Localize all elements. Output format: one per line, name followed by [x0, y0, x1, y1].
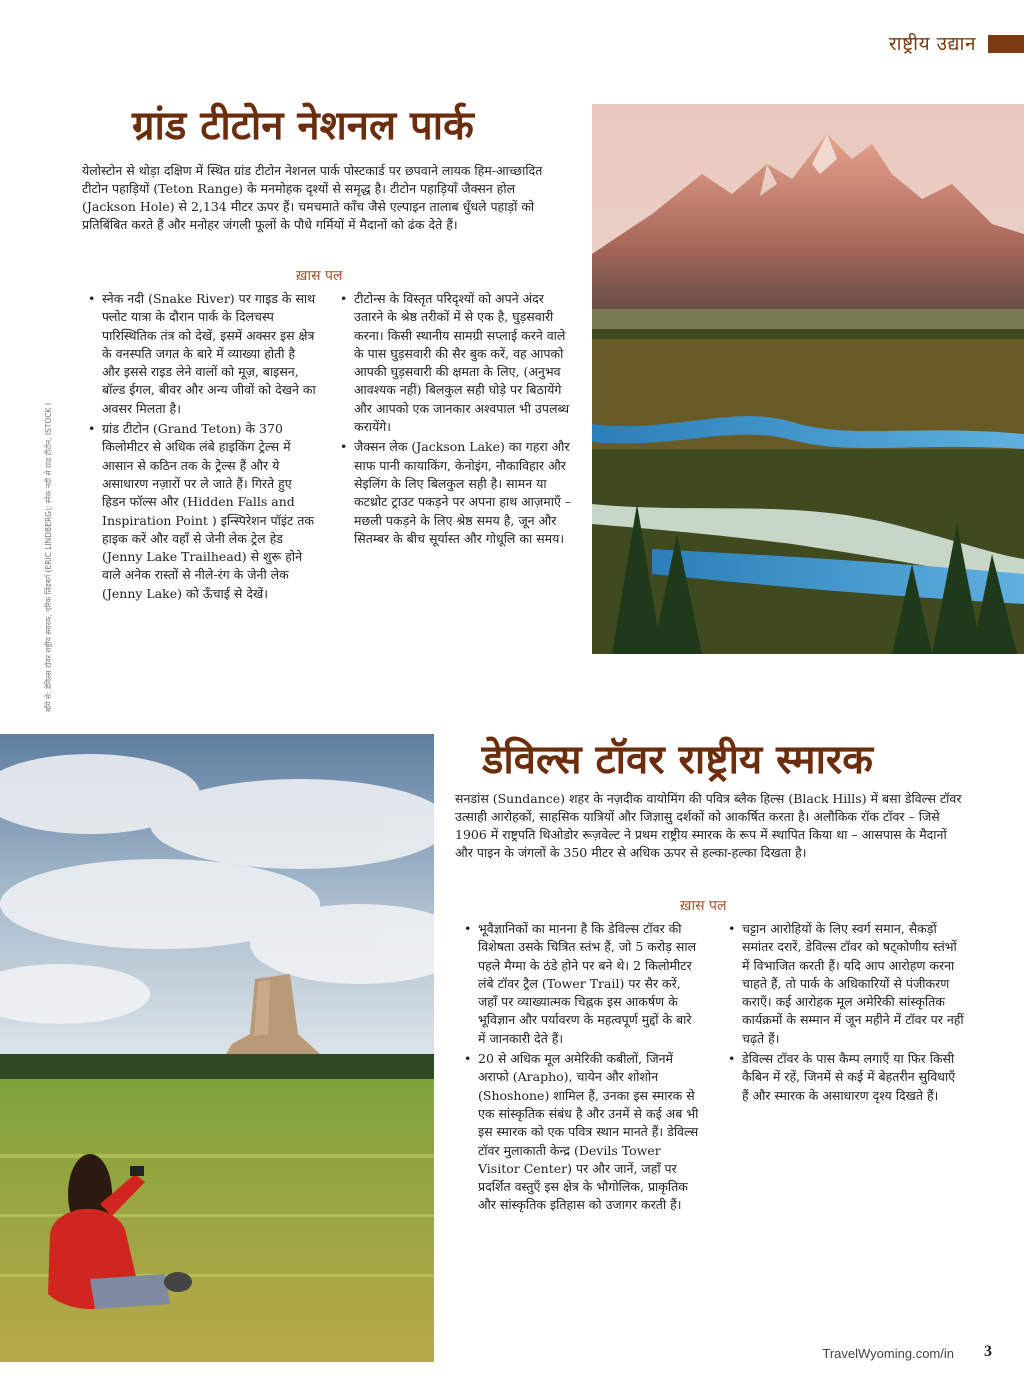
list-item: • स्नेक नदी (Snake River) पर गाइड के साथ फ्लोट यात्रा के दौरान पार्क के दिलचस्प पारिस्थितिक तंत्र को देखें, इसमें अक्सर इस क्षेत्र के वनस्पति जगत के बारे में व्याख्या होती है और इससे राइड लेने वालों को मूज़, बाइसन, बॉल्ड ईगल, बीवर और अन्य जीवों को देखने का अवसर मिलता है।: [88, 291, 316, 416]
list-item-text: टीटोन्स के विस्तृत परिदृश्यों को अपने अंदर उतारने के श्रेष्ठ तरीकों में से एक है, घुड़सवारी करना। किसी स्थानीय सामग्री सप्लाई करने वाले के पास घुड़सवारी की सैर बुक करें, वह आपको आपकी घुड़सवारी की क्षमता के लिए, (अनुभव आवश्यक नहीं) बिलकुल सही घोड़े पर बिठायेंगे और आपको एक जानकार अश्वपाल भी उपलब्ध करायेंगे।: [354, 291, 570, 435]
list-item-text: डेविल्स टॉवर के पास कैम्प लगाएँ या फिर किसी कैबिन में रहें, जिनमें से कई में बेहतरीन सुविधाएँ हैं और स्मारक के असाधारण दृश्य दिखते हैं।: [742, 1051, 956, 1103]
list-item: • चट्टान आरोहियों के लिए स्वर्ग समान, सैकड़ों समांतर दरारें, डेविल्स टॉवर को षट्कोणीय स्तंभों में विभाजित करती हैं। यदि आप आरोहण करना चाहते हैं, तो पार्क के अधिकारियों से पंजीकरण कराएँ। कई आरोहक मूल अमेरिकी सांस्कृतिक कार्यक्रमों के सम्मान में जून महीने में टॉवर पर नहीं चढ़ते हैं।: [728, 921, 964, 1046]
list-item-text: स्नेक नदी (Snake River) पर गाइड के साथ फ्लोट यात्रा के दौरान पार्क के दिलचस्प पारिस्थितिक तंत्र को देखें, इसमें अक्सर इस क्षेत्र के वनस्पति जगत के बारे में व्याख्या होती है और इससे राइड लेने वालों को मूज़, बाइसन, बॉल्ड ईगल, बीवर और अन्य जीवों को देखने का अवसर मिलता है।: [102, 291, 316, 416]
teton-title: ग्रांड टीटोन नेशनल पार्क: [132, 102, 474, 149]
list-item-text: चट्टान आरोहियों के लिए स्वर्ग समान, सैकड़ों समांतर दरारें, डेविल्स टॉवर को षट्कोणीय स्तंभों में विभाजित करती हैं। यदि आप आरोहण करना चाहते हैं, तो पार्क के अधिकारियों से पंजीकरण कराएँ। कई आरोहक मूल अमेरिकी सांस्कृतिक कार्यक्रमों के सम्मान में जून महीने में टॉवर पर नहीं चढ़ते हैं।: [742, 921, 964, 1046]
list-item-text: ग्रांड टीटोन (Grand Teton) के 370 किलोमीटर से अधिक लंबे हाइकिंग ट्रेल्स में आसान से कठिन तक के ट्रेल्स हैं और ये असाधारण नज़ारों पर ले जाते हैं। गिरते हुए हिडन फॉल्स और (Hidden Falls and Inspiration Point ) इन्स्पिरेशन पॉइंट तक हाइक करें और वहाँ से जेनी लेक ट्रेल हेड (Jenny Lake Trailhead) से शुरू होने वाले अनेक रास्तों से नीले-रंग के जेनी लेक (Jenny Lake) को ऊँचाई से देखें।: [102, 421, 314, 601]
list-item: • डेविल्स टॉवर के पास कैम्प लगाएँ या फिर किसी कैबिन में रहें, जिनमें से कई में बेहतरीन सुविधाएँ हैं और स्मारक के असाधारण दृश्य दिखते हैं।: [728, 1051, 956, 1103]
list-item: • ग्रांड टीटोन (Grand Teton) के 370 किलोमीटर से अधिक लंबे हाइकिंग ट्रेल्स में आसान से कठिन तक के ट्रेल्स हैं और ये असाधारण नज़ारों पर ले जाते हैं। गिरते हुए हिडन फॉल्स और (Hidden Falls and Inspiration Point ) इन्स्पिरेशन पॉइंट तक हाइक करें और वहाँ से जेनी लेक ट्रेल हेड (Jenny Lake Trailhead) से शुरू होने वाले अनेक रास्तों से नीले-रंग के जेनी लेक (Jenny Lake) को ऊँचाई से देखें।: [88, 421, 314, 601]
devils-tower-column-2: [728, 920, 964, 1107]
list-item-text: भूवैज्ञानिकों का मानना है कि डेविल्स टॉवर की विशेषता उसके चित्रित स्तंभ हैं, जो 5 करोड़ साल पहले मैग्मा के ठंडे होने पर बने थे। 2 किलोमीटर लंबे टॉवर ट्रैल (Tower Trail) पर सैर करें, जहाँ पर व्याख्यात्मक चिह्नक इस आकर्षण के भूविज्ञान और पर्यावरण के महत्वपूर्ण मुद्दों के बारे में जानकारी देते हैं।: [478, 921, 697, 1046]
list-item: • जैक्सन लेक (Jackson Lake) का गहरा और साफ पानी कायाकिंग, केनोइंग, नौकाविहार और सेइलिंग के लिए बिलकुल सही है। सामन या कटथ्रोट ट्राउट पकड़ने पर अपना हाथ आज़माएँ – मछली पकड़ने के लिए श्रेष्ठ समय है, जून और सितम्बर के बीच सूर्यास्त और गोधूलि का समय।: [340, 439, 572, 546]
footer-url: TravelWyoming.com/in: [822, 1346, 954, 1361]
teton-photo: [592, 104, 1024, 654]
photo-credit: बाँये से: डेविल्स टॉवर राष्ट्रीय स्मारक, एरिक लिंडबर्ग (ERIC LINDBERG); स्नेक नदी से ग्रांड टीटोन, ISTOCK I: [44, 402, 53, 712]
teton-column-1: [88, 290, 316, 605]
teton-column-2: [340, 290, 572, 550]
page-number: 3: [984, 1343, 992, 1360]
section-tag-bar: [988, 35, 1024, 53]
list-item: • टीटोन्स के विस्तृत परिदृश्यों को अपने अंदर उतारने के श्रेष्ठ तरीकों में से एक है, घुड़सवारी करना। किसी स्थानीय सामग्री सप्लाई करने वाले के पास घुड़सवारी की सैर बुक करें, वह आपको आपकी घुड़सवारी की क्षमता के लिए, (अनुभव आवश्यक नहीं) बिलकुल सही घोड़े पर बिठायेंगे और आपको एक जानकार अश्वपाल भी उपलब्ध करायेंगे।: [340, 291, 570, 435]
devils-tower-title: डेविल्स टॉवर राष्ट्रीय स्मारक: [482, 736, 874, 783]
list-item: • 20 से अधिक मूल अमेरिकी कबीलों, जिनमें अराफो (Arapho), चायेन और शोशोन (Shoshone) शामिल हैं, उनका इस स्मारक से एक सांस्कृतिक संबंध है और उनमें से कई अब भी इस स्मारक को एक पवित्र स्थान मानते हैं। डेविल्स टॉवर मुलाकाती केन्द्र (Devils Tower Visitor Center) पर और जानें, जहाँ पर प्रदर्शित वस्तुएँ इस क्षेत्र के भौगोलिक, प्राकृतिक और सांस्कृतिक इतिहास को उजागर करती हैं।: [464, 1051, 699, 1213]
list-item-text: जैक्सन लेक (Jackson Lake) का गहरा और साफ पानी कायाकिंग, केनोइंग, नौकाविहार और सेइलिंग के लिए बिलकुल सही है। सामन या कटथ्रोट ट्राउट पकड़ने पर अपना हाथ आज़माएँ – मछली पकड़ने के लिए श्रेष्ठ समय है, जून और सितम्बर के बीच सूर्यास्त और गोधूलि का समय।: [354, 439, 572, 546]
list-item-text: 20 से अधिक मूल अमेरिकी कबीलों, जिनमें अराफो (Arapho), चायेन और शोशोन (Shoshone) शामिल हैं, उनका इस स्मारक से एक सांस्कृतिक संबंध है और उनमें से कई अब भी इस स्मारक को एक पवित्र स्थान मानते हैं। डेविल्स टॉवर मुलाकाती केन्द्र (Devils Tower Visitor Center) पर और जानें, जहाँ पर प्रदर्शित वस्तुएँ इस क्षेत्र के भौगोलिक, प्राकृतिक और सांस्कृतिक इतिहास को उजागर करती हैं।: [478, 1051, 699, 1213]
list-item: • भूवैज्ञानिकों का मानना है कि डेविल्स टॉवर की विशेषता उसके चित्रित स्तंभ हैं, जो 5 करोड़ साल पहले मैग्मा के ठंडे होने पर बने थे। 2 किलोमीटर लंबे टॉवर ट्रैल (Tower Trail) पर सैर करें, जहाँ पर व्याख्यात्मक चिह्नक इस आकर्षण के भूविज्ञान और पर्यावरण के महत्वपूर्ण मुद्दों के बारे में जानकारी देते हैं।: [464, 921, 697, 1046]
teton-subhead: ख़ास पल: [296, 268, 343, 284]
devils-tower-photo: [0, 734, 434, 1362]
section-tag: राष्ट्रीय उद्यान: [888, 33, 976, 55]
devils-tower-intro: सनडांस (Sundance) शहर के नज़दीक वायोमिंग की पवित्र ब्लैक हिल्स (Black Hills) में बसा डेविल्स टॉवर उत्साही आरोहकों, साहसिक यात्रियों और जिज्ञासु दर्शकों को आकर्षित करता है। अलौकिक रॉक टॉवर – जिसे 1906 में राष्ट्रपति थिओडोर रूज़वेल्ट ने प्रथम राष्ट्रीय स्मारक के रूप में स्थापित किया था – आसपास के मैदानों और पाइन के जंगलों के 350 मीटर से अधिक ऊपर से हल्का-हल्का दिखता है।: [455, 791, 962, 860]
devils-tower-column-1: [464, 920, 700, 1217]
teton-intro: येलोस्टोन से थोड़ा दक्षिण में स्थित ग्रांड टीटोन नेशनल पार्क पोस्टकार्ड पर छपवाने लायक हिम-आच्छादित टीटोन पहाड़ियों (Teton Range) के मनमोहक दृश्यों से समृद्ध है। टीटोन पहाड़ियाँ जैक्सन होल (Jackson Hole) से 2,134 मीटर ऊपर हैं। चमचमाते काँच जैसे एल्पाइन तालाब धुँधले पहाड़ों को प्रतिबिंबित करते हैं और मनोहर जंगली फूलों के पौधे गर्मियों में मैदानों को ढंक देते हैं।: [82, 163, 543, 232]
devils-tower-subhead: ख़ास पल: [680, 898, 727, 914]
